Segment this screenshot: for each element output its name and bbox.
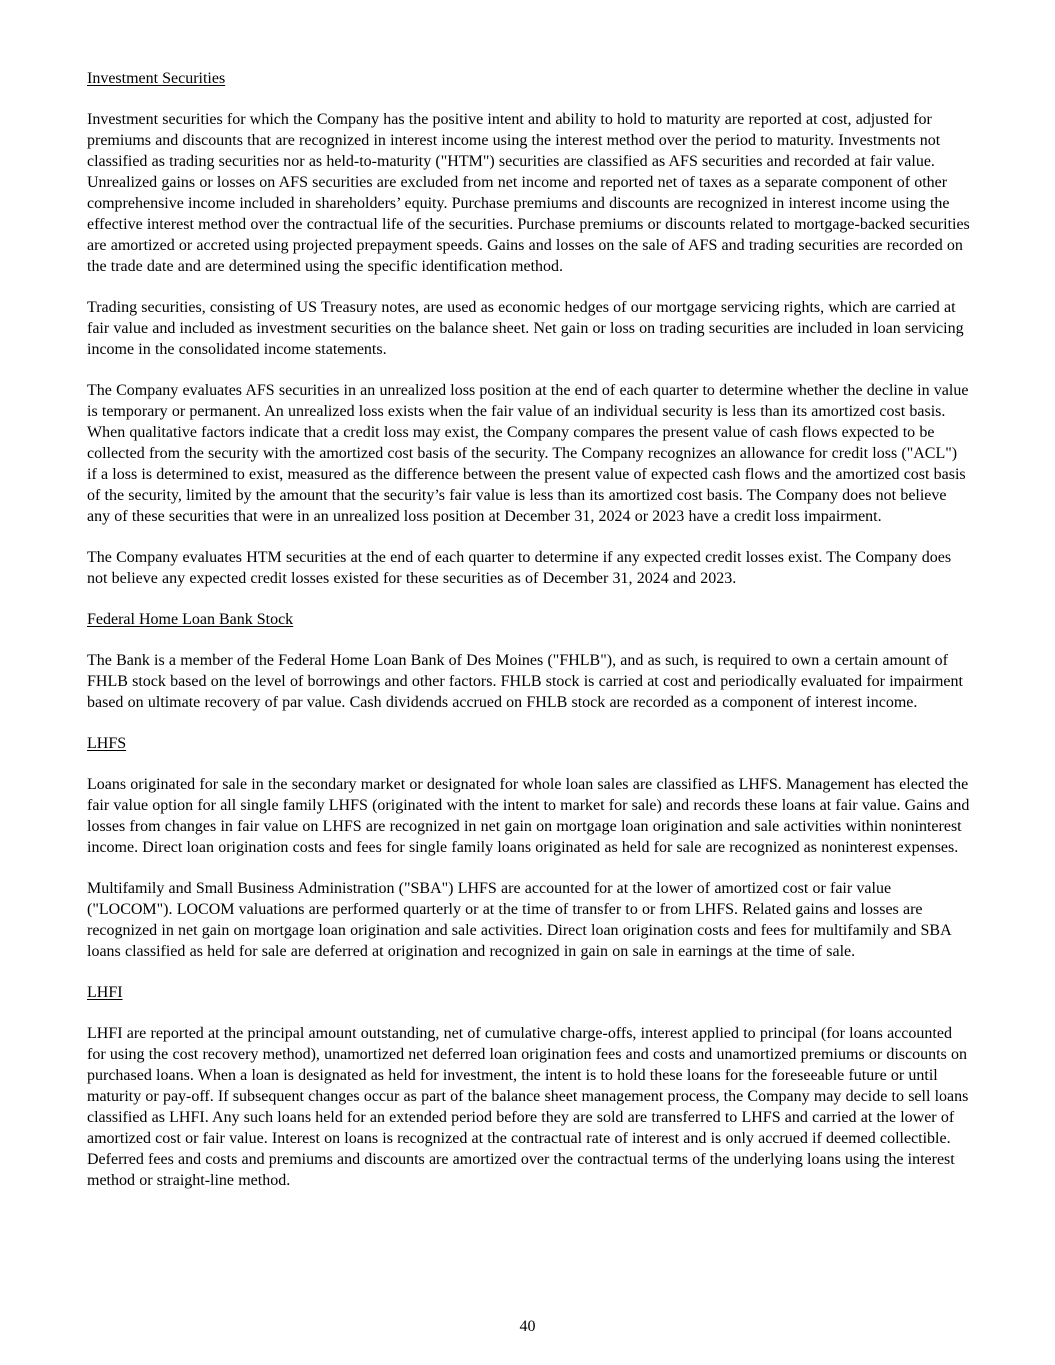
paragraph-htm-credit-losses: The Company evaluates HTM securities at the end of each quarter to determine if any expected credit losses exist. The Company does not believe any expected credit losses existed for these securities as of December 31, 2024 and 2023. [87,549,952,587]
section-fhlb-stock [87,609,971,713]
section-investment-securities [87,68,971,589]
paragraph-trading-securities: Trading securities, consisting of US Treasury notes, are used as economic hedges of our mortgage servicing rights, which are carried at fair value and included as investment securities on the balance sheet. Net gain or loss on trading securities are included in loan servicing income in the consolidated income statements. [87,299,964,358]
paragraph-fhlb-membership: The Bank is a member of the Federal Home Loan Bank of Des Moines ("FHLB"), and as such, is required to own a certain amount of FHLB stock based on the level of borrowings and other factors. FHLB stock is carried at cost and periodically evaluated for impairment based on ultimate recovery of par value. Cash dividends accrued on FHLB stock are recorded as a component of interest income. [87,652,963,711]
page-number: 40 [519,1318,536,1335]
section-lhfi [87,982,971,1191]
paragraph-lhfs-single-family: Loans originated for sale in the secondary market or designated for whole loan sales are classified as LHFS. Management has elected the fair value option for all single family LHFS (originated with the intent to market for sale) and records these loans at fair value. Gains and losses from changes in fair value on LHFS are recognized in net gain on mortgage loan origination and sale activities within noninterest income. Direct loan origination costs and fees for single family loans originated as held for sale are recognized as noninterest expenses. [87,776,970,856]
section-lhfs [87,733,971,962]
paragraph-lhfs-multifamily-sba: Multifamily and Small Business Administration ("SBA") LHFS are accounted for at the lower of amortized cost or fair value ("LOCOM"). LOCOM valuations are performed quarterly or at the time of transfer to or from LHFS. Related gains and losses are recognized in net gain on mortgage loan origination and sale activities. Direct loan origination costs and fees for multifamily and SBA loans classified as held for sale are deferred at origination and recognized in gain on sale in earnings at the time of sale. [87,880,951,960]
paragraph-afs-unrealized-loss: The Company evaluates AFS securities in an unrealized loss position at the end of each quarter to determine whether the decline in value is temporary or permanent. An unrealized loss exists when the fair value of an individual security is less than its amortized cost basis. When qualitative factors indicate that a credit loss may exist, the Company compares the present value of cash flows expected to be collected from the security with the amortized cost basis of the security. The Company recognizes an allowance for credit loss ("ACL") if a loss is determined to exist, measured as the difference between the present value of expected cash flows and the amortized cost basis of the security, limited by the amount that the security’s fair value is less than its amortized cost basis. The Company does not believe any of these securities that were in an unrealized loss position at December 31, 2024 or 2023 have a credit loss impairment. [87,382,969,525]
document-body [87,68,971,1211]
paragraph-lhfi-policy: LHFI are reported at the principal amount outstanding, net of cumulative charge-offs, interest applied to principal (for loans accounted for using the cost recovery method), unamortized net deferred loan origination fees and costs and unamortized premiums or discounts on purchased loans. When a loan is designated as held for investment, the intent is to hold these loans for the foreseeable future or until maturity or pay-off. If subsequent changes occur as part of the balance sheet management process, the Company may decide to sell loans classified as LHFI. Any such loans held for an extended period before they are sold are transferred to LHFS and carried at the lower of amortized cost or fair value. Interest on loans is recognized at the contractual rate of interest and is only accrued if deemed collectible. Deferred fees and costs and premiums and discounts are amortized over the contractual terms of the underlying loans using the interest method or straight-line method. [87,1025,969,1189]
section-heading-investment-securities: Investment Securities [87,70,226,87]
section-heading-fhlb-stock: Federal Home Loan Bank Stock [87,611,294,628]
section-heading-lhfs: LHFS [87,735,127,752]
section-heading-lhfi: LHFI [87,984,123,1001]
paragraph-htm-afs-policy: Investment securities for which the Company has the positive intent and ability to hold to maturity are reported at cost, adjusted for premiums and discounts that are recognized in interest income using the interest method over the period to maturity. Investments not classified as trading securities nor as held-to-maturity ("HTM") securities are classified as AFS securities and recorded at fair value. Unrealized gains or losses on AFS securities are excluded from net income and reported net of taxes as a separate component of other comprehensive income included in shareholders’ equity. Purchase premiums and discounts are recognized in interest income using the effective interest method over the contractual life of the securities. Purchase premiums or discounts related to mortgage-backed securities are amortized or accreted using projected prepayment speeds. Gains and losses on the sale of AFS and trading securities are recorded on the trade date and are determined using the specific identification method. [87,111,970,275]
